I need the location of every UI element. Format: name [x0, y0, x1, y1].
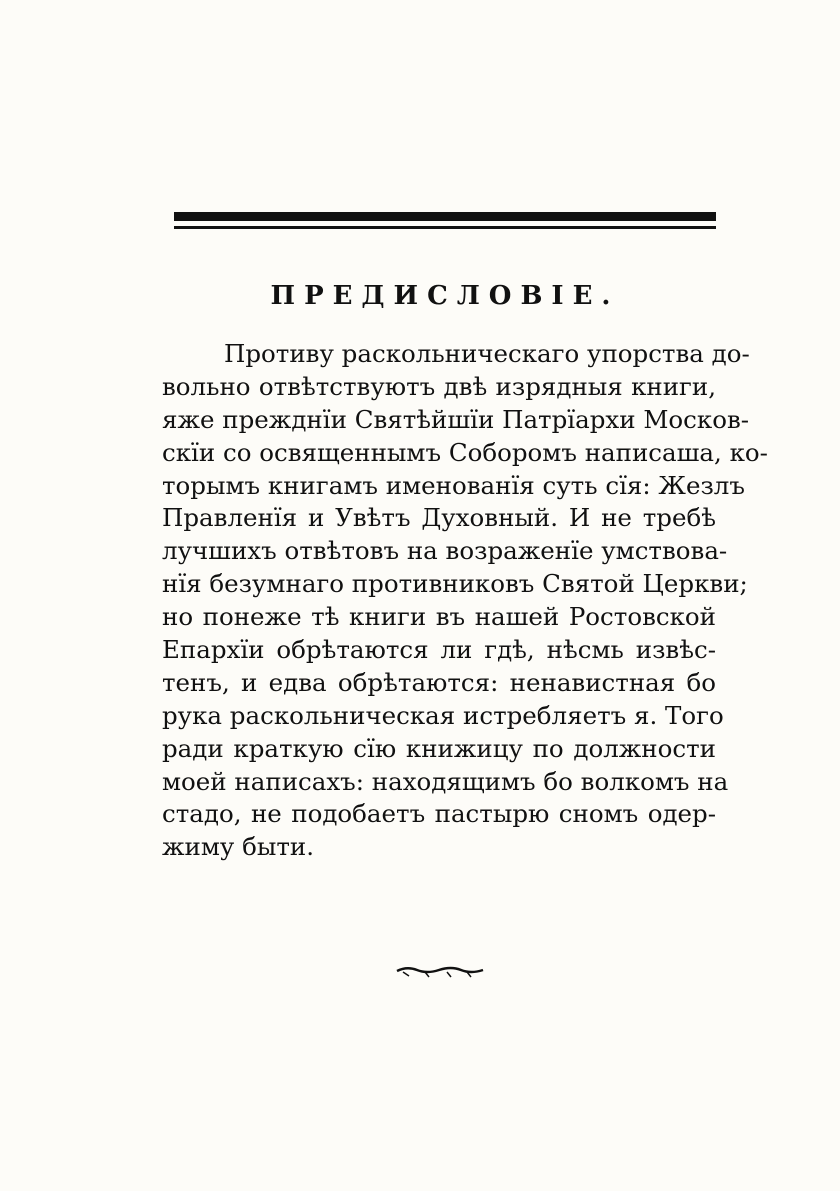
paragraph-line: Епархїи обрѣтаются ли гдѣ, нѣсмь извѣс-	[162, 635, 716, 665]
header-double-rule	[174, 212, 716, 229]
paragraph-line: стадо, не подобаетъ пастырю сномъ одер-	[162, 799, 716, 829]
paragraph-line: лучшихъ отвѣтовъ на возраженїе умствова-	[162, 536, 728, 566]
paragraph-line: Противу раскольническаго упорства до-	[224, 339, 750, 368]
thin-rule	[174, 226, 716, 229]
preface-paragraph	[162, 338, 768, 864]
paragraph-line: жиму быти.	[162, 832, 315, 862]
tailpiece-ornament-icon	[395, 962, 485, 980]
paragraph-line: ради краткую сїю книжицу по должности	[162, 733, 716, 763]
paragraph-line: но понеже тѣ книги въ нашей Ростовской	[162, 602, 716, 632]
page-heading: ПРЕДИСЛОВІЕ.	[270, 281, 620, 311]
paragraph-line: вольно отвѣтствуютъ двѣ изрядныя книги,	[162, 371, 716, 401]
paragraph-line: рука раскольническая истребляетъ я. Того	[162, 700, 724, 730]
paragraph-line: Правленїя и Увѣтъ Духовный. И не требѣ	[162, 503, 716, 533]
paragraph-line: моей написахъ: находящимъ бо волкомъ на	[162, 766, 729, 796]
paragraph-line: тенъ, и едва обрѣтаются: ненавистная бо	[162, 667, 716, 697]
paragraph-line: торымъ книгамъ именованїя суть сїя: Жезлъ	[162, 470, 745, 500]
thick-rule	[174, 212, 716, 221]
paragraph-line: скїи со освященнымъ Соборомъ написаша, ко-	[162, 437, 768, 467]
paragraph-line: нїя безумнаго противниковъ Святой Церкви;	[162, 569, 748, 599]
paragraph-line: яже прежднїи Святѣйшїи Патрїархи Москов-	[162, 404, 750, 434]
